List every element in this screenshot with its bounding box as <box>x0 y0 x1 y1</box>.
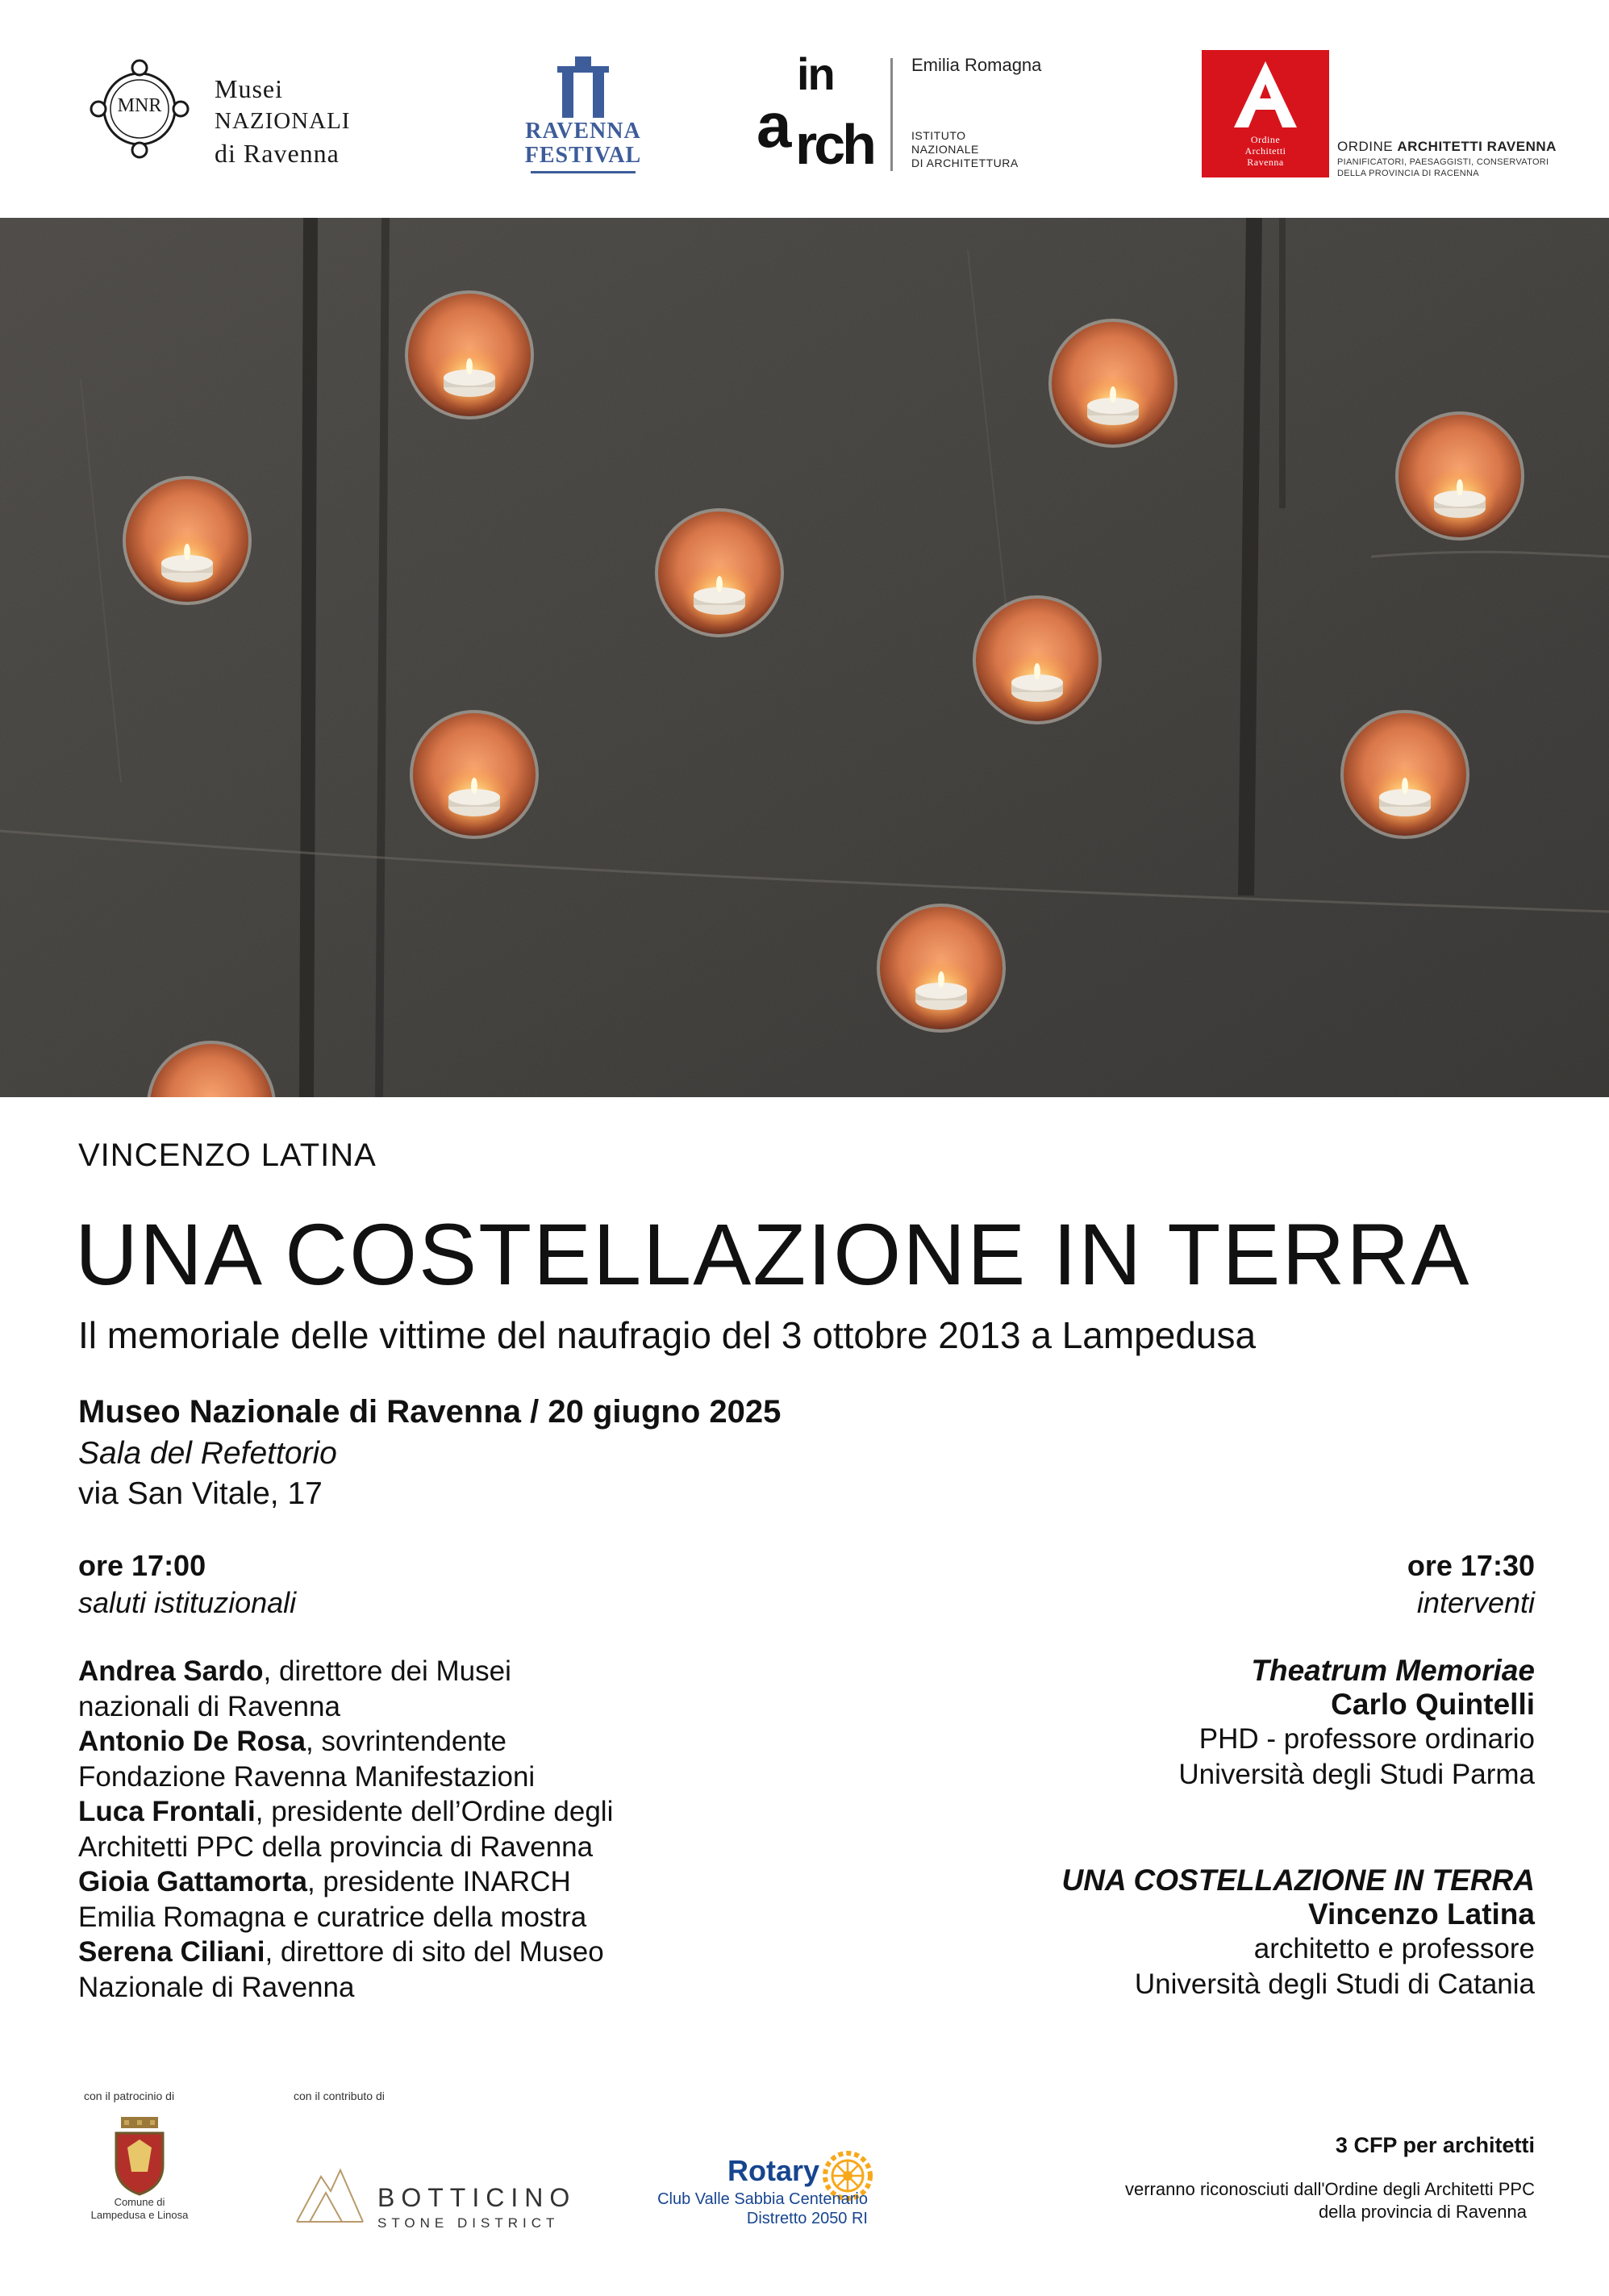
inarch-mark-rch: rch <box>795 113 873 176</box>
speaker-role-cont: nazionali di Ravenna <box>78 1690 340 1722</box>
page-title: UNA COSTELLAZIONE IN TERRA <box>75 1205 1471 1303</box>
candle-hole <box>123 476 252 605</box>
venue-date: Museo Nazionale di Ravenna / 20 giugno 2025 <box>78 1394 782 1430</box>
candle-hole <box>1048 319 1178 448</box>
cfp-title: 3 CFP per architetti <box>1335 2133 1535 2157</box>
inarch-mark-a: a <box>757 90 792 161</box>
inarch-mark-in: in <box>797 48 834 99</box>
session-time-left: ore 17:00 <box>78 1549 206 1582</box>
ordine-title <box>1337 139 1557 155</box>
venue-room: Sala del Refettorio <box>78 1436 337 1471</box>
ordine-sub-line1: PIANIFICATORI, PAESAGGISTI, CONSERVATORI <box>1337 157 1549 167</box>
logo-strip <box>0 0 1609 218</box>
speaker-role: , direttore di sito del Museo <box>265 1936 604 1968</box>
botticino-mountain-icon <box>294 2152 366 2225</box>
rotary-club-line: Club Valle Sabbia Centenario <box>657 2190 868 2208</box>
botticino-sub: STONE DISTRICT <box>377 2215 560 2231</box>
speaker-role-cont: Nazionale di Ravenna <box>78 1971 355 2003</box>
rotary-name: Rotary <box>727 2154 820 2187</box>
comune-label <box>81 2196 198 2222</box>
festival-line1: RAVENNA <box>525 119 641 144</box>
candle-hole <box>973 595 1102 724</box>
speaker-item <box>78 1724 804 1760</box>
ravenna-festival-logo <box>523 53 644 174</box>
speaker-role: , direttore dei Musei <box>263 1655 511 1687</box>
candle-hole <box>410 710 539 839</box>
candle-hole <box>877 904 1006 1033</box>
speaker-role: , presidente INARCH <box>306 1866 571 1897</box>
cfp-note-line2: della provincia di Ravenna <box>1318 2202 1527 2222</box>
candle-hole <box>655 508 784 637</box>
author-name: VINCENZO LATINA <box>78 1138 377 1173</box>
candle-hole <box>1340 710 1469 839</box>
festival-arch-icon <box>551 53 615 118</box>
ordine-sub-line2: DELLA PROVINCIA DI RACENNA <box>1337 169 1479 178</box>
talk-role: Università degli Studi di Catania <box>1134 1968 1535 2000</box>
contribution-label: con il contributo di <box>294 2089 385 2102</box>
cfp-note-line1: verranno riconosciuti dall'Ordine degli Architetti PPC <box>1125 2179 1535 2199</box>
speaker-name: Luca Frontali <box>78 1796 256 1827</box>
inarch-sub-line1: ISTITUTO <box>911 129 966 142</box>
speaker-name: Gioia Gattamorta <box>78 1866 307 1897</box>
talk-title: UNA COSTELLAZIONE IN TERRA <box>1061 1864 1535 1897</box>
session-time-right: ore 17:30 <box>1407 1549 1535 1582</box>
patronage-label: con il patrocinio di <box>84 2089 175 2102</box>
inarch-divider <box>890 58 893 171</box>
rotary-district-line: Distretto 2050 RI <box>746 2210 868 2227</box>
musei-monogram: MNR <box>117 95 162 116</box>
cfp-note <box>922 2178 1535 2223</box>
ordine-box-line3: Ravenna <box>1247 157 1284 168</box>
inarch-sub-line3: DI ARCHITETTURA <box>911 157 1019 169</box>
venue-address: via San Vitale, 17 <box>78 1476 323 1511</box>
talk-role: Università degli Studi Parma <box>1178 1758 1535 1790</box>
inarch-sub-line2: NAZIONALE <box>911 143 979 156</box>
festival-logo-text <box>523 119 644 168</box>
speaker-item <box>78 1794 804 1830</box>
speaker-item <box>78 1864 804 1900</box>
speaker-name: Andrea Sardo <box>78 1655 264 1687</box>
speaker-role-cont: Architetti PPC della provincia di Ravenna <box>78 1831 594 1863</box>
speaker-list <box>78 1654 804 2005</box>
talk-block <box>809 1864 1535 2002</box>
inarch-logo <box>757 48 1079 181</box>
inarch-subtitle <box>911 129 1019 170</box>
musei-line3: di Ravenna <box>215 139 340 168</box>
speaker-name: Antonio De Rosa <box>78 1726 306 1757</box>
musei-logo-text <box>215 73 424 169</box>
botticino-name: BOTTICINO <box>377 2183 577 2212</box>
inarch-region: Emilia Romagna <box>911 55 1042 75</box>
speaker-item <box>78 1654 804 1689</box>
speaker-role: , presidente dell’Ordine degli <box>255 1796 614 1827</box>
ordine-box-line1: Ordine <box>1250 134 1281 145</box>
speaker-role-cont: Fondazione Ravenna Manifestazioni <box>78 1760 536 1793</box>
comune-line2: Lampedusa e Linosa <box>90 2209 189 2221</box>
page-subtitle: Il memoriale delle vittime del naufragio del 3 ottobre 2013 a Lampedusa <box>78 1314 1257 1356</box>
talk-speaker: Carlo Quintelli <box>1331 1688 1535 1721</box>
speaker-item <box>78 1935 804 1970</box>
speaker-name: Serena Ciliani <box>78 1936 265 1968</box>
speaker-role: , sovrintendente <box>305 1726 507 1757</box>
musei-line2: NAZIONALI <box>215 108 351 134</box>
ordine-a-icon <box>1229 58 1302 131</box>
talk-speaker: Vincenzo Latina <box>1308 1897 1535 1931</box>
comune-line1: Comune di <box>114 2196 165 2208</box>
ordine-title-bold: ARCHITETTI RAVENNA <box>1397 139 1557 154</box>
festival-line2: FESTIVAL <box>524 143 642 168</box>
candle-hole <box>1395 411 1524 541</box>
ordine-red-box <box>1202 50 1329 177</box>
musei-nazionali-logo <box>87 56 410 168</box>
comune-crest-icon <box>111 2115 168 2196</box>
rotary-club <box>565 2190 868 2228</box>
ordine-title-plain: ORDINE <box>1337 139 1398 154</box>
talk-role: architetto e professore <box>1253 1933 1535 1964</box>
talk-block <box>809 1654 1535 1792</box>
ordine-subtitle <box>1337 157 1549 179</box>
ordine-box-label <box>1202 134 1329 168</box>
session-note-right: interventi <box>1416 1586 1535 1619</box>
ordine-box-line2: Architetti <box>1244 145 1286 157</box>
session-note-left: saluti istituzionali <box>78 1586 297 1619</box>
festival-underline <box>531 171 636 173</box>
candle-hole <box>405 290 534 420</box>
talk-title: Theatrum Memoriae <box>1251 1654 1535 1687</box>
speaker-role-cont: Emilia Romagna e curatrice della mostra <box>78 1901 587 1933</box>
talk-role: PHD - professore ordinario <box>1198 1723 1535 1755</box>
memorial-wall-photo <box>0 218 1609 1097</box>
ordine-architetti-logo <box>1202 50 1557 179</box>
musei-line1: Musei <box>215 74 283 103</box>
